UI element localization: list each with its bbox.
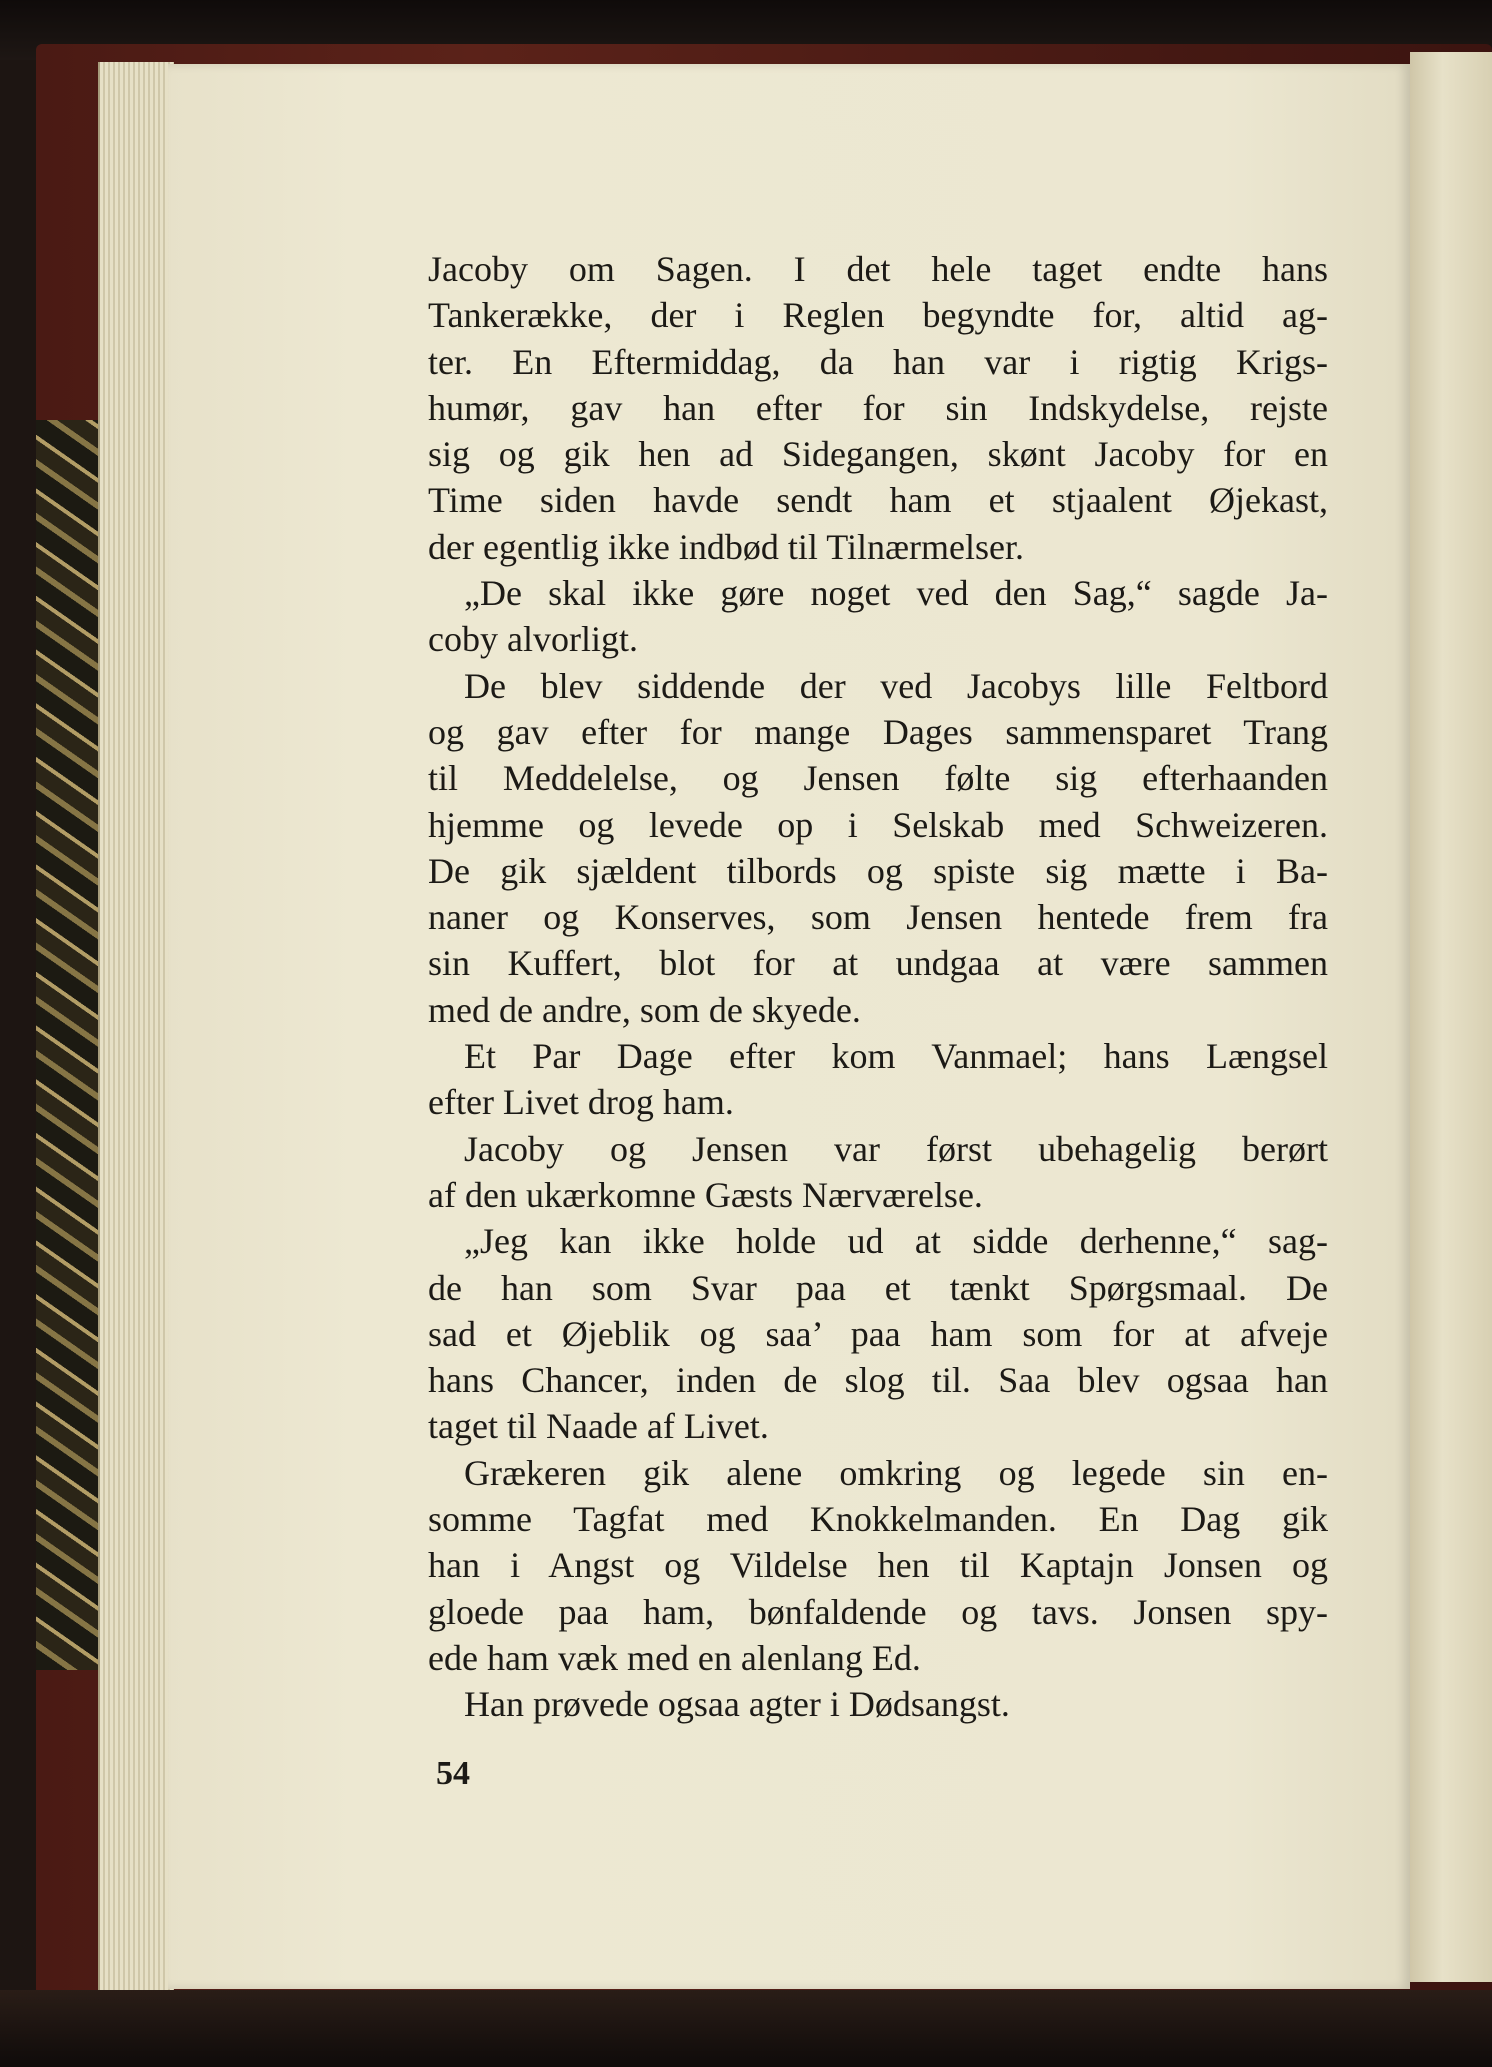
text-line: De gik sjældent tilbords og spiste sig mætte i Ba-: [428, 850, 1328, 891]
text-line: hjemme og levede op i Selskab med Schweizeren.: [428, 804, 1328, 845]
text-line: Time siden havde sendt ham et stjaalent Øjekast,: [428, 480, 1328, 521]
text-line: humør, gav han efter for sin Indskydelse, rejste: [428, 387, 1328, 428]
page-number: 54: [436, 1755, 470, 1792]
text-line: Et Par Dage efter kom Vanmael; hans Længsel: [464, 1036, 1328, 1077]
text-line: med de andre, som de skyede.: [428, 989, 861, 1030]
page-edges: [98, 62, 174, 1992]
text-line: han i Angst og Vildelse hen til Kaptajn Jonsen og: [428, 1545, 1328, 1586]
scan-bottom-edge: [0, 1990, 1492, 2067]
marbled-endpaper: [36, 420, 100, 1670]
text-line: og gav efter for mange Dages sammensparet Trang: [428, 711, 1328, 752]
text-line: sad et Øjeblik og saa’ paa ham som for at afveje: [428, 1313, 1328, 1354]
text-line: Tankerække, der i Reglen begyndte for, altid ag-: [428, 295, 1328, 336]
text-line: „Jeg kan ikke holde ud at sidde derhenne,“ sag-: [464, 1221, 1328, 1262]
text-line: naner og Konserves, som Jensen hentede frem fra: [428, 897, 1328, 938]
text-line: Jacoby og Jensen var først ubehagelig berørt: [464, 1128, 1328, 1169]
text-line: af den ukærkomne Gæsts Nærværelse.: [428, 1174, 983, 1215]
text-line: Grækeren gik alene omkring og legede sin en-: [464, 1452, 1328, 1493]
facing-page-edge: [1410, 52, 1492, 1982]
page-text: [428, 246, 1328, 1728]
text-line: hans Chancer, inden de slog til. Saa blev ogsaa han: [428, 1360, 1328, 1401]
text-line: coby alvorligt.: [428, 619, 638, 660]
text-line: taget til Naade af Livet.: [428, 1406, 769, 1447]
text-line: De blev siddende der ved Jacobys lille Feltbord: [464, 665, 1328, 706]
text-line: ede ham væk med en alenlang Ed.: [428, 1637, 921, 1678]
text-line: sin Kuffert, blot for at undgaa at være sammen: [428, 943, 1328, 984]
text-line: „De skal ikke gøre noget ved den Sag,“ sagde Ja-: [464, 573, 1328, 614]
text-line: ter. En Eftermiddag, da han var i rigtig Krigs-: [428, 341, 1328, 382]
text-line: til Meddelelse, og Jensen følte sig efterhaanden: [428, 758, 1328, 799]
text-line: de han som Svar paa et tænkt Spørgsmaal. De: [428, 1267, 1328, 1308]
text-line: efter Livet drog ham.: [428, 1082, 734, 1123]
text-line: sig og gik hen ad Sidegangen, skønt Jacoby for en: [428, 434, 1328, 475]
text-line: Jacoby om Sagen. I det hele taget endte hans: [428, 249, 1328, 289]
text-line: somme Tagfat med Knokkelmanden. En Dag gik: [428, 1499, 1328, 1540]
text-line: der egentlig ikke indbød til Tilnærmelser.: [428, 526, 1024, 567]
text-line: gloede paa ham, bønfaldende og tavs. Jonsen spy-: [428, 1591, 1328, 1632]
text-line: Han prøvede ogsaa agter i Dødsangst.: [464, 1684, 1010, 1725]
